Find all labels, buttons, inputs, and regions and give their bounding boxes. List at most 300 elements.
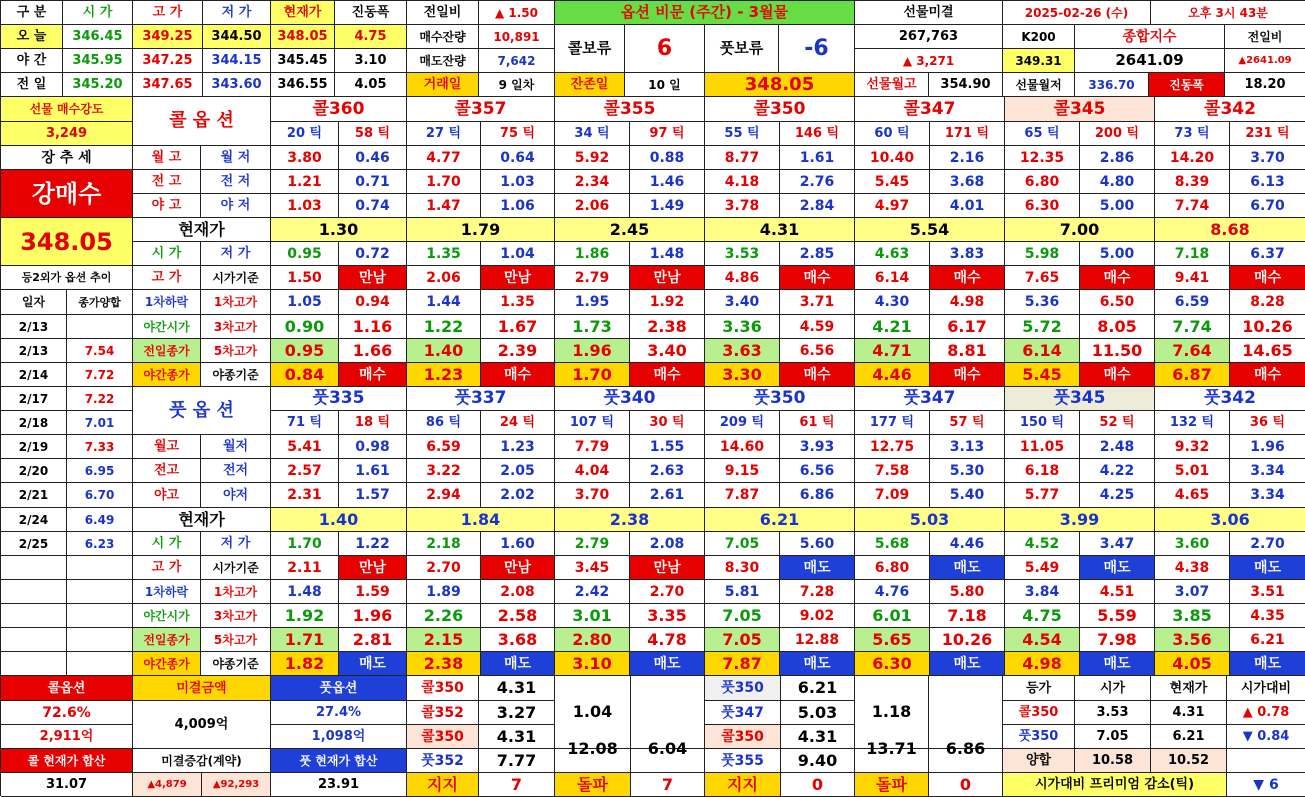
- cell-p1-384: 2.02: [481, 483, 555, 508]
- cell-c5-322: 7.65: [1005, 266, 1080, 290]
- cell-b-151: 4.31: [479, 676, 555, 701]
- cell-c3-274: 2.84: [780, 194, 855, 218]
- cell-lp-79: 2/21: [1, 483, 67, 508]
- cell-p6-505: 6.21: [1230, 628, 1305, 652]
- cell-p3-437: 9.02: [780, 604, 855, 628]
- cell-c3-277: 2.85: [780, 242, 855, 266]
- cell-c0-213: 만남: [339, 266, 407, 290]
- cell-p6-500: 3.07: [1155, 580, 1230, 604]
- cell-c1-239: 1.67: [481, 315, 555, 339]
- cell-p6-495: 3.06: [1155, 508, 1305, 532]
- cell-c2-262: 1.96: [555, 339, 630, 363]
- cell-p4-463: 매도: [930, 652, 1005, 676]
- cell-p2-401: 7.79: [555, 435, 630, 459]
- cell-c3-273: 3.78: [705, 194, 780, 218]
- cell-pl-134: 야종기준: [201, 652, 271, 676]
- cell-p1-376: 풋337: [407, 387, 555, 411]
- cell-r3-35: 7,642: [479, 49, 555, 73]
- cell-p2-399: 107 틱: [555, 411, 630, 435]
- cell-lp-90: [67, 604, 133, 628]
- cell-b-148: ▲92,293: [202, 773, 271, 797]
- cell-lp-58: 3,249: [1, 122, 133, 146]
- cell-p5-467: 11.05: [1005, 435, 1080, 459]
- cell-p5-481: 5.59: [1080, 604, 1155, 628]
- cell-p3-441: 매도: [780, 652, 855, 676]
- cell-cl-112: 5차고가: [201, 339, 271, 363]
- cell-c1-232: 1.35: [407, 242, 481, 266]
- cell-pl-115: 풋 옵 션: [133, 387, 271, 435]
- cell-p4-455: 매도: [930, 556, 1005, 580]
- cell-pl-122: 현재가: [133, 508, 271, 532]
- cell-p1-378: 24 틱: [481, 411, 555, 435]
- cell-c2-248: 0.88: [630, 146, 705, 170]
- cell-c4-306: 4.71: [855, 339, 930, 363]
- cell-r1-3: 저 가: [203, 1, 271, 25]
- cell-b-180: 돌파: [855, 773, 929, 797]
- cell-b-198: 시가대비 프리미엄 감소(틱): [1003, 773, 1227, 797]
- cell-c3-268: 146 틱: [780, 122, 855, 146]
- cell-c4-288: 콜347: [855, 97, 1005, 122]
- cell-c5-328: 6.14: [1005, 339, 1080, 363]
- cell-p4-448: 5.30: [930, 459, 1005, 483]
- cell-r3-33: 3.10: [335, 49, 407, 73]
- cell-p1-377: 86 틱: [407, 411, 481, 435]
- cell-p3-425: 9.15: [705, 459, 780, 483]
- cell-r1-7: ▲ 1.50: [479, 1, 555, 25]
- cell-pl-126: 시가기준: [201, 556, 271, 580]
- cell-p2-413: 2.70: [630, 580, 705, 604]
- cell-r4-47: 9 일차: [479, 73, 555, 97]
- cell-c0-212: 1.50: [271, 266, 339, 290]
- cell-c3-287: 매수: [780, 363, 855, 387]
- cell-b-139: 4,009억: [133, 701, 271, 749]
- cell-p4-450: 5.40: [930, 483, 1005, 508]
- cell-c6-336: 3.70: [1230, 146, 1305, 170]
- cell-lp-77: 2/20: [1, 459, 67, 483]
- cell-r1-6: 전일비: [407, 1, 479, 25]
- cell-c0-219: 1.66: [339, 339, 407, 363]
- cell-p5-482: 4.54: [1005, 628, 1080, 652]
- cell-p3-433: 매도: [780, 556, 855, 580]
- cell-p1-385: 1.84: [407, 508, 555, 532]
- cell-lp-86: [67, 556, 133, 580]
- cell-p4-461: 10.26: [930, 628, 1005, 652]
- cell-c5-319: 7.00: [1005, 218, 1155, 242]
- cell-r2-17: 4.75: [335, 25, 407, 49]
- cell-pl-129: 야간시가: [133, 604, 201, 628]
- cell-c2-256: 2.79: [555, 266, 630, 290]
- cell-c0-218: 0.95: [271, 339, 339, 363]
- cell-c5-331: 매수: [1080, 363, 1155, 387]
- cell-p0-363: 1.40: [271, 508, 407, 532]
- cell-b-173: 6.86: [929, 725, 1003, 773]
- cell-c6-340: 6.70: [1230, 194, 1305, 218]
- cell-r1-5: 진동폭: [335, 1, 407, 25]
- cell-p2-409: 2.08: [630, 532, 705, 556]
- cell-p3-429: 6.21: [705, 508, 855, 532]
- cell-cl-111: 전일종가: [133, 339, 201, 363]
- cell-c2-244: 콜355: [555, 97, 705, 122]
- cell-cl-105: 고 가: [133, 266, 201, 290]
- cell-cl-102: 현재가: [133, 218, 271, 242]
- cell-c6-334: 231 틱: [1230, 122, 1305, 146]
- cell-p5-483: 7.98: [1080, 628, 1155, 652]
- cell-pl-132: 5차고가: [201, 628, 271, 652]
- cell-p0-365: 1.22: [339, 532, 407, 556]
- cell-c4-290: 171 틱: [930, 122, 1005, 146]
- cell-p5-473: 3.99: [1005, 508, 1155, 532]
- cell-p6-503: 4.35: [1230, 604, 1305, 628]
- cell-p6-507: 매도: [1230, 652, 1305, 676]
- cell-c4-291: 10.40: [855, 146, 930, 170]
- cell-r4-51: 선물월고: [855, 73, 929, 97]
- cell-p0-374: 1.82: [271, 652, 339, 676]
- cell-p0-368: 1.48: [271, 580, 339, 604]
- cell-c2-249: 2.34: [555, 170, 630, 194]
- cell-c1-233: 1.04: [481, 242, 555, 266]
- cell-cl-96: 월 고: [133, 146, 201, 170]
- cell-p6-497: 2.70: [1230, 532, 1305, 556]
- cell-c3-270: 1.61: [780, 146, 855, 170]
- cell-b-140: 27.4%: [271, 701, 407, 725]
- cell-r3-39: ▲2641.09: [1225, 49, 1305, 73]
- cell-r4-45: 4.05: [335, 73, 407, 97]
- cell-p2-408: 2.79: [555, 532, 630, 556]
- cell-c4-293: 5.45: [855, 170, 930, 194]
- cell-r2-27: 전일비: [1225, 25, 1305, 49]
- cell-p4-456: 4.76: [855, 580, 930, 604]
- cell-lp-80: 6.70: [67, 483, 133, 508]
- cell-c6-332: 콜342: [1155, 97, 1305, 122]
- cell-c1-235: 만남: [481, 266, 555, 290]
- cell-b-199: ▼ 6: [1227, 773, 1305, 797]
- cell-r2-18: 매수잔량: [407, 25, 479, 49]
- cell-b-174: 지지: [407, 773, 479, 797]
- cell-p3-440: 7.87: [705, 652, 780, 676]
- cell-cl-110: 3차고가: [201, 315, 271, 339]
- cell-p1-391: 2.08: [481, 580, 555, 604]
- cell-c0-203: 3.80: [271, 146, 339, 170]
- cell-c5-330: 5.45: [1005, 363, 1080, 387]
- cell-p5-465: 150 틱: [1005, 411, 1080, 435]
- cell-c3-267: 55 틱: [705, 122, 780, 146]
- cell-p4-451: 5.03: [855, 508, 1005, 532]
- cell-p3-432: 8.30: [705, 556, 780, 580]
- cell-c1-230: 1.06: [481, 194, 555, 218]
- cell-c1-227: 1.70: [407, 170, 481, 194]
- cell-p6-506: 4.05: [1155, 652, 1230, 676]
- cell-r3-38: 2641.09: [1075, 49, 1225, 73]
- cell-pl-116: 월고: [133, 435, 201, 459]
- cell-r4-55: 진동폭: [1149, 73, 1225, 97]
- cell-r4-42: 347.65: [133, 73, 203, 97]
- cell-p6-491: 5.01: [1155, 459, 1230, 483]
- cell-r2-25: K200: [1003, 25, 1075, 49]
- cell-c6-353: 매수: [1230, 363, 1305, 387]
- cell-c6-344: 9.41: [1155, 266, 1230, 290]
- cell-b-154: 콜350: [407, 725, 479, 749]
- cell-c0-210: 0.95: [271, 242, 339, 266]
- cell-lp-84: 6.23: [67, 532, 133, 556]
- cell-b-142: 1,098억: [271, 725, 407, 749]
- cell-lp-63: 일자: [1, 290, 67, 315]
- cell-r3-31: 344.15: [203, 49, 271, 73]
- cell-p3-439: 12.88: [780, 628, 855, 652]
- cell-c6-346: 6.59: [1155, 290, 1230, 315]
- cell-c0-207: 1.03: [271, 194, 339, 218]
- cell-p3-438: 7.05: [705, 628, 780, 652]
- cell-lp-81: 2/24: [1, 508, 67, 532]
- cell-c0-220: 0.84: [271, 363, 339, 387]
- cell-b-196: 10.52: [1151, 749, 1227, 773]
- cell-p1-386: 2.18: [407, 532, 481, 556]
- cell-c0-204: 0.46: [339, 146, 407, 170]
- cell-c2-261: 2.38: [630, 315, 705, 339]
- cell-lp-93: [1, 652, 67, 676]
- cell-c3-278: 4.86: [705, 266, 780, 290]
- cell-c1-240: 1.40: [407, 339, 481, 363]
- cell-c2-250: 1.46: [630, 170, 705, 194]
- cell-b-135: 콜옵션: [1, 676, 133, 701]
- cell-p6-498: 4.38: [1155, 556, 1230, 580]
- cell-c6-349: 10.26: [1230, 315, 1305, 339]
- cell-p0-362: 1.57: [339, 483, 407, 508]
- cell-p4-457: 5.80: [930, 580, 1005, 604]
- cell-lp-74: 7.01: [67, 411, 133, 435]
- cell-c5-323: 매수: [1080, 266, 1155, 290]
- cell-p1-390: 1.89: [407, 580, 481, 604]
- cell-p6-486: 풋342: [1155, 387, 1305, 411]
- cell-c5-327: 8.05: [1080, 315, 1155, 339]
- cell-b-143: 콜 현재가 합산: [1, 749, 133, 773]
- cell-c6-342: 7.18: [1155, 242, 1230, 266]
- cell-b-147: ▲4,879: [133, 773, 202, 797]
- cell-pl-120: 야고: [133, 483, 201, 508]
- cell-p4-449: 7.09: [855, 483, 930, 508]
- cell-c1-225: 4.77: [407, 146, 481, 170]
- cell-b-193: ▼ 0.84: [1227, 725, 1305, 749]
- cell-lp-71: 2/17: [1, 387, 67, 411]
- cell-lp-73: 2/18: [1, 411, 67, 435]
- cell-p1-393: 2.58: [481, 604, 555, 628]
- cell-c2-251: 2.06: [555, 194, 630, 218]
- cell-p1-383: 2.94: [407, 483, 481, 508]
- cell-c0-201: 20 틱: [271, 122, 339, 146]
- cell-lp-60: 강매수: [1, 170, 133, 218]
- cell-c0-200: 콜360: [271, 97, 407, 122]
- cell-c3-280: 3.40: [705, 290, 780, 315]
- cell-p2-416: 2.80: [555, 628, 630, 652]
- cell-r3-34: 매도잔량: [407, 49, 479, 73]
- cell-pl-130: 3차고가: [201, 604, 271, 628]
- cell-pl-119: 전저: [201, 459, 271, 483]
- cell-c3-275: 4.31: [705, 218, 855, 242]
- cell-p2-406: 2.61: [630, 483, 705, 508]
- cell-p6-501: 3.51: [1230, 580, 1305, 604]
- cell-p3-420: 풋350: [705, 387, 855, 411]
- cell-b-149: 23.91: [271, 773, 407, 797]
- cell-p2-402: 1.55: [630, 435, 705, 459]
- cell-b-150: 콜350: [407, 676, 479, 701]
- cell-c2-255: 1.48: [630, 242, 705, 266]
- cell-c1-223: 27 틱: [407, 122, 481, 146]
- cell-b-190: 풋350: [1003, 725, 1075, 749]
- cell-p3-426: 6.56: [780, 459, 855, 483]
- cell-c6-335: 14.20: [1155, 146, 1230, 170]
- cell-c5-314: 2.86: [1080, 146, 1155, 170]
- cell-cl-100: 야 고: [133, 194, 201, 218]
- cell-b-164: 풋347: [705, 701, 781, 725]
- cell-b-181: 0: [929, 773, 1003, 797]
- cell-c0-208: 0.74: [339, 194, 407, 218]
- cell-cl-106: 시가기준: [201, 266, 271, 290]
- cell-cl-98: 전 고: [133, 170, 201, 194]
- cell-c4-309: 매수: [930, 363, 1005, 387]
- cell-c3-286: 3.30: [705, 363, 780, 387]
- cell-p5-469: 6.18: [1005, 459, 1080, 483]
- cell-c5-316: 4.80: [1080, 170, 1155, 194]
- cell-p1-388: 2.70: [407, 556, 481, 580]
- cell-p5-474: 4.52: [1005, 532, 1080, 556]
- cell-b-161: 6.04: [631, 725, 705, 773]
- cell-b-163: 6.21: [781, 676, 855, 701]
- cell-c4-301: 매수: [930, 266, 1005, 290]
- cell-pl-131: 전일종가: [133, 628, 201, 652]
- cell-p4-460: 5.65: [855, 628, 930, 652]
- cell-b-165: 5.03: [781, 701, 855, 725]
- cell-c1-237: 1.35: [481, 290, 555, 315]
- cell-b-191: 7.05: [1075, 725, 1151, 749]
- cell-cl-107: 1차하락: [133, 290, 201, 315]
- cell-p4-446: 3.13: [930, 435, 1005, 459]
- cell-p6-489: 9.32: [1155, 435, 1230, 459]
- cell-r2-14: 349.25: [133, 25, 203, 49]
- cell-lp-85: [1, 556, 67, 580]
- cell-c4-308: 4.46: [855, 363, 930, 387]
- cell-p2-398: 풋340: [555, 387, 705, 411]
- cell-r2-16: 348.05: [271, 25, 335, 49]
- cell-lp-72: 7.22: [67, 387, 133, 411]
- cell-r2-13: 346.45: [63, 25, 133, 49]
- cell-r4-46: 거래일: [407, 73, 479, 97]
- cell-c4-305: 6.17: [930, 315, 1005, 339]
- cell-p2-404: 2.63: [630, 459, 705, 483]
- cell-b-137: 풋옵션: [271, 676, 407, 701]
- cell-c4-296: 4.01: [930, 194, 1005, 218]
- cell-p4-453: 4.46: [930, 532, 1005, 556]
- cell-pl-121: 야저: [201, 483, 271, 508]
- cell-r4-44: 346.55: [271, 73, 335, 97]
- cell-p3-424: 3.93: [780, 435, 855, 459]
- cell-c0-217: 1.16: [339, 315, 407, 339]
- cell-p4-442: 풋347: [855, 387, 1005, 411]
- cell-r1-8: 옵션 비문 (주간) - 3월물: [555, 1, 855, 25]
- cell-cl-101: 야 저: [201, 194, 271, 218]
- cell-c6-338: 6.13: [1230, 170, 1305, 194]
- cell-cl-109: 야간시가: [133, 315, 201, 339]
- cell-b-187: 3.53: [1075, 701, 1151, 725]
- cell-c4-298: 4.63: [855, 242, 930, 266]
- cell-c5-315: 6.80: [1005, 170, 1080, 194]
- cell-r2-24: 267,763: [855, 25, 1003, 49]
- cell-r1-1: 시 가: [63, 1, 133, 25]
- cell-p2-412: 2.42: [555, 580, 630, 604]
- cell-r4-52: 354.90: [929, 73, 1003, 97]
- cell-p5-472: 4.25: [1080, 483, 1155, 508]
- cell-p2-407: 2.38: [555, 508, 705, 532]
- cell-p1-380: 1.23: [481, 435, 555, 459]
- cell-c0-215: 0.94: [339, 290, 407, 315]
- cell-p6-490: 1.96: [1230, 435, 1305, 459]
- cell-c2-265: 매수: [630, 363, 705, 387]
- cell-b-144: 미결증감(계약): [133, 749, 271, 773]
- cell-c6-347: 8.28: [1230, 290, 1305, 315]
- cell-lp-66: [67, 315, 133, 339]
- cell-c1-241: 2.39: [481, 339, 555, 363]
- cell-c4-289: 60 틱: [855, 122, 930, 146]
- cell-c6-345: 매수: [1230, 266, 1305, 290]
- cell-p6-493: 4.65: [1155, 483, 1230, 508]
- cell-p3-434: 5.81: [705, 580, 780, 604]
- cell-c1-222: 콜357: [407, 97, 555, 122]
- cell-cl-103: 시 가: [133, 242, 201, 266]
- cell-p6-499: 매도: [1230, 556, 1305, 580]
- cell-p5-464: 풋345: [1005, 387, 1155, 411]
- cell-c2-245: 34 틱: [555, 122, 630, 146]
- cell-c0-216: 0.90: [271, 315, 339, 339]
- cell-lp-68: 7.54: [67, 339, 133, 363]
- cell-p5-468: 2.48: [1080, 435, 1155, 459]
- cell-p0-366: 2.11: [271, 556, 339, 580]
- cell-r2-21: 6: [625, 25, 705, 73]
- cell-b-157: 7.77: [479, 749, 555, 773]
- cell-p0-375: 매도: [339, 652, 407, 676]
- cell-p2-419: 매도: [630, 652, 705, 676]
- cell-lp-82: 6.49: [67, 508, 133, 532]
- cell-r4-54: 336.70: [1075, 73, 1149, 97]
- cell-c6-341: 8.68: [1155, 218, 1305, 242]
- cell-pl-133: 야간종가: [133, 652, 201, 676]
- cell-b-153: 3.27: [479, 701, 555, 725]
- cell-p6-487: 132 틱: [1155, 411, 1230, 435]
- cell-p3-427: 7.87: [705, 483, 780, 508]
- cell-p0-373: 2.81: [339, 628, 407, 652]
- cell-c4-299: 3.83: [930, 242, 1005, 266]
- cell-c1-238: 1.22: [407, 315, 481, 339]
- cell-p0-354: 풋335: [271, 387, 407, 411]
- cell-p1-395: 3.68: [481, 628, 555, 652]
- cell-p6-496: 3.60: [1155, 532, 1230, 556]
- cell-c4-307: 8.81: [930, 339, 1005, 363]
- cell-c5-324: 5.36: [1005, 290, 1080, 315]
- cell-p3-428: 6.86: [780, 483, 855, 508]
- cell-c6-339: 7.74: [1155, 194, 1230, 218]
- cell-c0-209: 1.30: [271, 218, 407, 242]
- cell-b-192: 6.21: [1151, 725, 1227, 749]
- cell-p0-370: 1.92: [271, 604, 339, 628]
- cell-c1-226: 0.64: [481, 146, 555, 170]
- cell-r1-4: 현재가: [271, 1, 335, 25]
- cell-p1-394: 2.15: [407, 628, 481, 652]
- cell-c6-350: 7.64: [1155, 339, 1230, 363]
- cell-c0-205: 1.21: [271, 170, 339, 194]
- cell-p5-470: 4.22: [1080, 459, 1155, 483]
- cell-b-136: 미결금액: [133, 676, 271, 701]
- cell-lp-70: 7.72: [67, 363, 133, 387]
- cell-r1-10: 2025-02-26 (수): [1003, 1, 1151, 25]
- cell-c3-276: 3.53: [705, 242, 780, 266]
- cell-c3-266: 콜350: [705, 97, 855, 122]
